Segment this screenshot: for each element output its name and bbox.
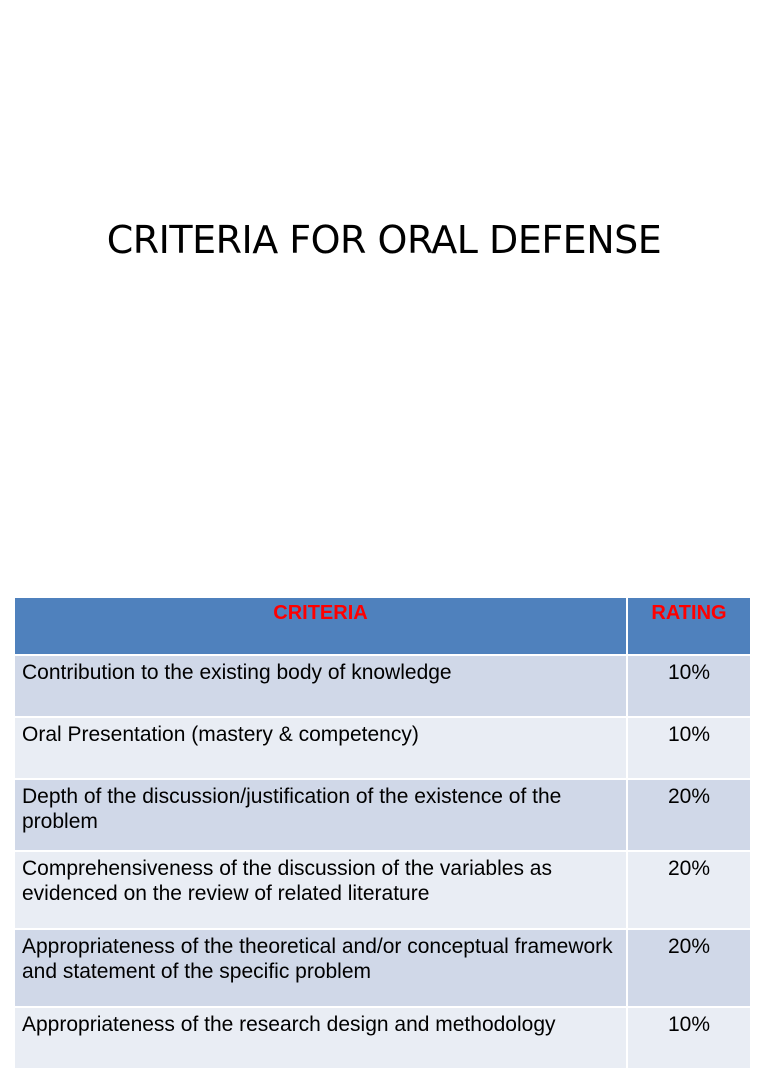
table-row — [14, 851, 751, 929]
table-row — [14, 929, 751, 1007]
rating-column-header: RATING — [627, 597, 751, 655]
table-row — [14, 717, 751, 779]
table-row — [14, 1007, 751, 1069]
table-row — [14, 779, 751, 851]
rating-cell: 20% — [627, 851, 751, 929]
slide-title: CRITERIA FOR ORAL DEFENSE — [106, 218, 662, 262]
criteria-table — [13, 596, 752, 1070]
criteria-cell: Depth of the discussion/justification of the existence of the problem — [14, 779, 627, 851]
rating-cell: 10% — [627, 1007, 751, 1069]
rating-cell: 20% — [627, 779, 751, 851]
criteria-cell: Appropriateness of the research design and methodology — [14, 1007, 627, 1069]
criteria-cell: Contribution to the existing body of knowledge — [14, 655, 627, 717]
table-header-row — [14, 597, 751, 655]
table-row — [14, 655, 751, 717]
criteria-cell: Oral Presentation (mastery & competency) — [14, 717, 627, 779]
rating-cell: 10% — [627, 655, 751, 717]
rating-cell: 10% — [627, 717, 751, 779]
criteria-column-header: CRITERIA — [14, 597, 627, 655]
rating-cell: 20% — [627, 929, 751, 1007]
criteria-cell: Appropriateness of the theoretical and/or conceptual framework and statement of the specific problem — [14, 929, 627, 1007]
criteria-cell: Comprehensiveness of the discussion of the variables as evidenced on the review of related literature — [14, 851, 627, 929]
